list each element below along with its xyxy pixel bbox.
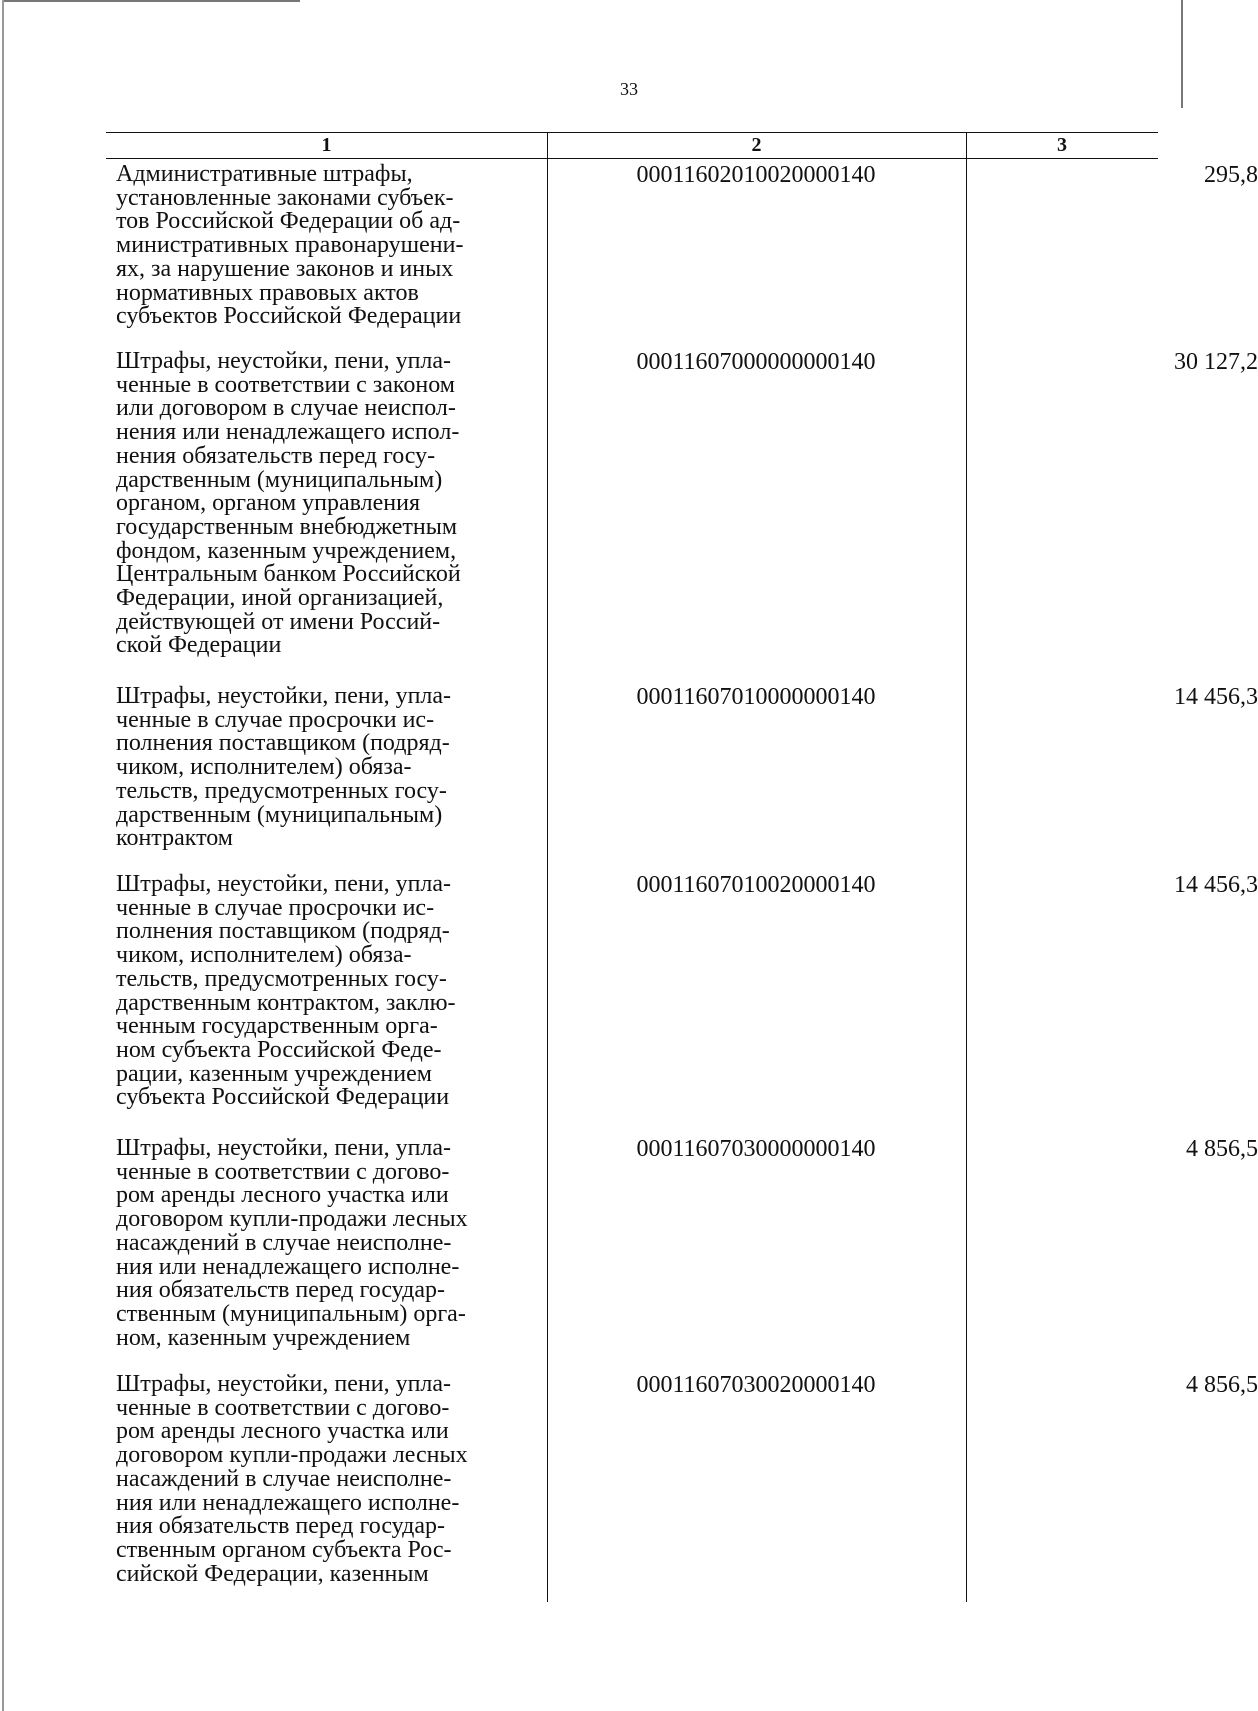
row-description: Штрафы, неустойки, пени, упла- ченные в соответствии с догово- ром аренды лесного участка или договором купли-продажи лесных насаждений в случае неисполне- ния или ненадлежащего исполне- ния обязательств перед государ- ственным органом субъекта Рос- сийской Федерации, казенным: [116, 1371, 468, 1587]
header-bottom-rule: [106, 158, 1158, 159]
row-description: Штрафы, неустойки, пени, упла- ченные в случае просрочки ис- полнения поставщиком (подряд- чиком, исполнителем) обяза- тельств, предусмотренных госу- дарственным контрактом, заклю- ченным государственным орга- ном субъекта Российской Феде- рации, казенным учреждением субъекта Российской Федерации: [116, 871, 456, 1111]
column-header-3: 3: [1057, 134, 1067, 156]
row-amount: 14 456,3: [1174, 872, 1258, 898]
row-code: 00011607030020000140: [636, 1372, 876, 1398]
revenue-table: [106, 132, 1258, 1602]
row-code: 00011607000000000140: [636, 349, 876, 375]
row-code: 00011607030000000140: [636, 1136, 876, 1162]
row-amount: 4 856,5: [1186, 1136, 1258, 1162]
scan-border-top: [2, 0, 300, 2]
row-code: 00011602010020000140: [636, 162, 876, 188]
row-description: Штрафы, неустойки, пени, упла- ченные в случае просрочки ис- полнения поставщиком (подряд- чиком, исполнителем) обяза- тельств, предусмотренных госу- дарственным (муниципальным) контрактом: [116, 683, 452, 852]
row-amount: 295,8: [1204, 162, 1258, 188]
row-amount: 14 456,3: [1174, 684, 1258, 710]
row-description: Штрафы, неустойки, пени, упла- ченные в соответствии с законом или договором в случае неиспол- нения или ненадлежащего испол- нения обязательств перед госу- дарственным (муниципальным) органом, органом управления государственным внебюджетным фондом, казенным учреждением, Центральным банком Российской Федерации, иной организацией, действующей от имени Россий- ской Федерации: [116, 348, 461, 659]
column-header-1: 1: [321, 134, 332, 156]
row-amount: 30 127,2: [1174, 349, 1258, 375]
row-description: Административные штрафы, установленные законами субъек- тов Российской Федерации об ад- министративных правонарушени- ях, за нарушение законов и иных нормативных правовых актов субъектов Российской Федерации: [116, 161, 464, 330]
page-number: 33: [620, 79, 638, 99]
row-code: 00011607010020000140: [636, 872, 876, 898]
scan-edge-mark: [1181, 0, 1183, 108]
scan-border-left: [2, 0, 4, 1711]
row-amount: 4 856,5: [1186, 1372, 1258, 1398]
row-code: 00011607010000000140: [636, 684, 876, 710]
row-description: Штрафы, неустойки, пени, упла- ченные в соответствии с догово- ром аренды лесного участка или договором купли-продажи лесных насаждений в случае неисполне- ния или ненадлежащего исполне- ния обязательств перед государ- ственным (муниципальным) орга- ном, казенным учреждением: [116, 1135, 468, 1351]
table-top-rule: [106, 132, 1158, 133]
column-header-2: 2: [751, 134, 762, 156]
